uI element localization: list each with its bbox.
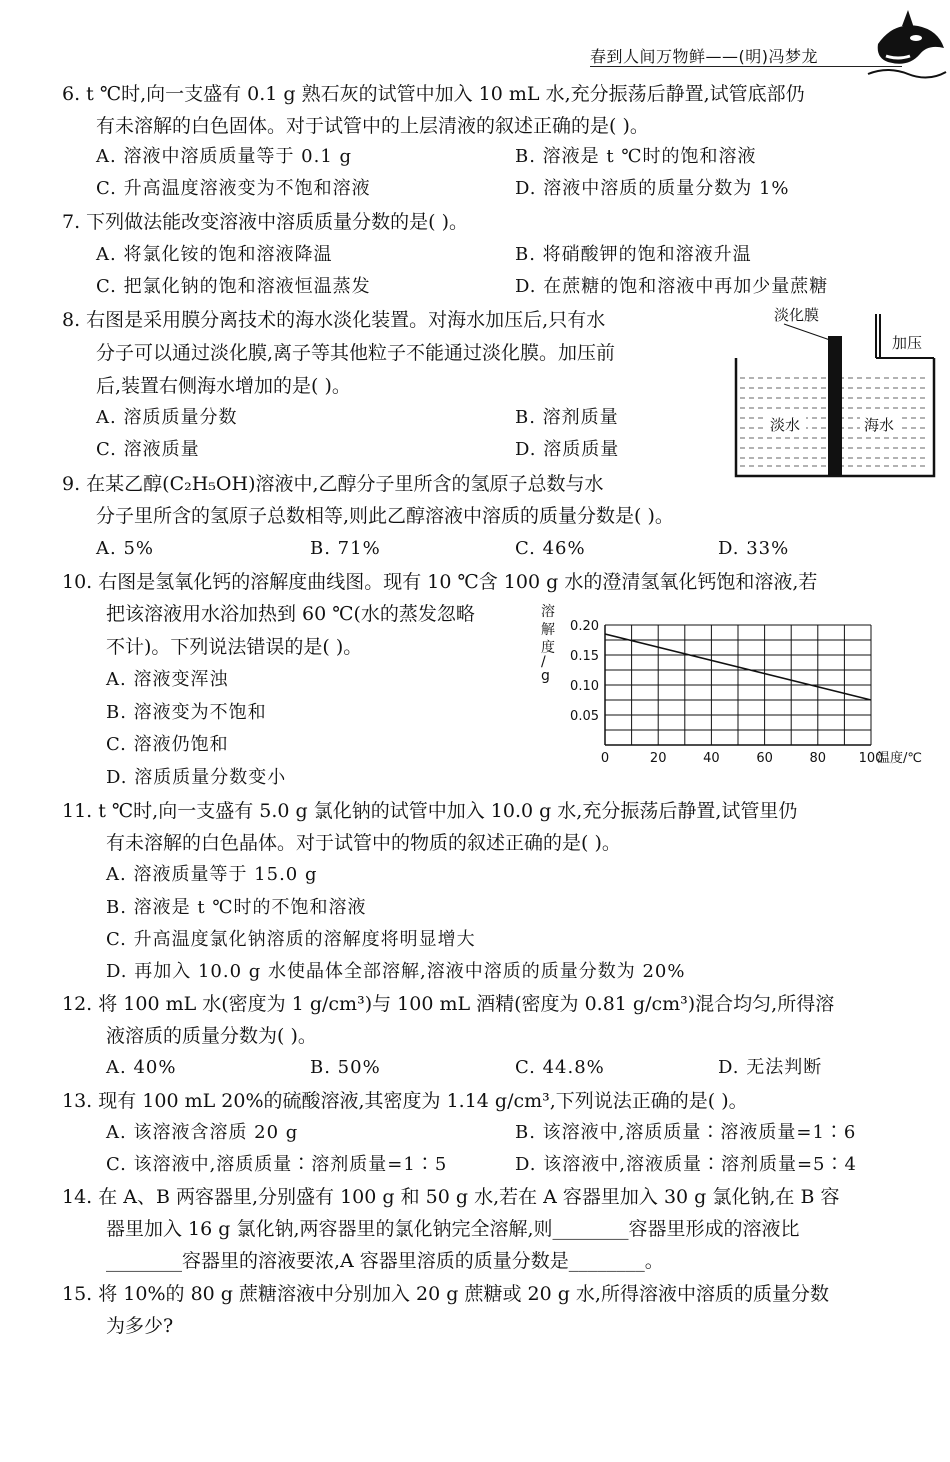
y-axis-label-2: 解: [541, 622, 555, 638]
q7-option-b: B. 将硝酸钾的饱和溶液升温: [515, 244, 752, 265]
q12-option-b: B. 50%: [310, 1057, 381, 1078]
y-tick-label: 0.20: [570, 619, 599, 634]
y-tick-label: 0.05: [570, 709, 599, 724]
x-tick-label: 0: [600, 751, 610, 766]
fresh-water-label: 淡水: [770, 416, 801, 434]
x-tick-label: 60: [756, 751, 773, 766]
q7-option-a: A. 将氯化铵的饱和溶液降温: [96, 244, 333, 265]
q6-option-d: D. 溶液中溶质的质量分数为 1%: [515, 178, 790, 199]
q9-line-1: 9. 在某乙醇(C₂H₅OH)溶液中,乙醇分子里所含的氢原子总数与水: [62, 473, 604, 495]
q11-line-2: 有未溶解的白色晶体。对于试管中的物质的叙述正确的是( )。: [106, 832, 621, 854]
q6-option-c: C. 升高温度溶液变为不饱和溶液: [96, 178, 371, 199]
q8-line-1: 8. 右图是采用膜分离技术的海水淡化装置。对海水加压后,只有水: [62, 309, 606, 331]
q6-line-2: 有未溶解的白色固体。对于试管中的上层清液的叙述正确的是( )。: [96, 115, 649, 137]
q9-option-a: A. 5%: [96, 538, 154, 559]
q8-option-b: B. 溶剂质量: [515, 407, 619, 428]
q7-line-1: 7. 下列做法能改变溶液中溶质质量分数的是( )。: [62, 211, 469, 233]
q7-option-d: D. 在蔗糖的饱和溶液中再加少量蔗糖: [515, 276, 829, 297]
q10-line-3: 不计)。下列说法错误的是( )。: [106, 636, 363, 658]
q12-option-a: A. 40%: [106, 1057, 177, 1078]
y-axis-label-4: /: [541, 654, 546, 670]
q9-option-b: B. 71%: [310, 538, 381, 559]
q8-option-d: D. 溶质质量: [515, 439, 620, 460]
y-axis-label-3: 度: [541, 640, 555, 656]
q11-option-d: D. 再加入 10.0 g 水使晶体全部溶解,溶液中溶质的质量分数为 20%: [106, 961, 686, 982]
q13-option-c: C. 该溶液中,溶质质量∶溶剂质量=1∶5: [106, 1154, 448, 1175]
q12-option-d: D. 无法判断: [718, 1057, 823, 1078]
q8-option-c: C. 溶液质量: [96, 439, 200, 460]
q9-option-c: C. 46%: [515, 538, 586, 559]
q13-option-a: A. 该溶液含溶质 20 g: [106, 1122, 299, 1143]
x-tick-label: 100: [858, 751, 884, 766]
q15-line-1: 15. 将 10%的 80 g 蔗糖溶液中分别加入 20 g 蔗糖或 20 g 水,所得溶液中溶质的质量分数: [62, 1283, 829, 1305]
q11-option-b: B. 溶液是 t ℃时的不饱和溶液: [106, 897, 367, 918]
q10-option-b: B. 溶液变为不饱和: [106, 702, 267, 723]
x-tick-label: 20: [649, 751, 667, 766]
x-axis-label: 温度/℃: [877, 751, 922, 766]
q13-option-d: D. 该溶液中,溶液质量∶溶剂质量=5∶4: [515, 1154, 857, 1175]
q11-line-1: 11. t ℃时,向一支盛有 5.0 g 氯化钠的试管中加入 10.0 g 水,充分振荡后静置,试管里仍: [62, 800, 798, 822]
q14-line-1: 14. 在 A、B 两容器里,分别盛有 100 g 和 50 g 水,若在 A 容器里加入 30 g 氯化钠,在 B 容: [62, 1186, 840, 1208]
header-motto: 春到人间万物鲜——(明)冯梦龙: [590, 47, 818, 66]
q6-option-b: B. 溶液是 t ℃时的饱和溶液: [515, 146, 757, 167]
q8-option-a: A. 溶质质量分数: [96, 407, 238, 428]
q12-line-1: 12. 将 100 mL 水(密度为 1 g/cm³)与 100 mL 酒精(密度为 0.81 g/cm³)混合均匀,所得溶: [62, 993, 835, 1015]
q12-line-2: 液溶质的质量分数为( )。: [106, 1025, 317, 1047]
q15-line-2: 为多少?: [106, 1315, 174, 1337]
q11-option-a: A. 溶液质量等于 15.0 g: [106, 864, 318, 885]
q13-line-1: 13. 现有 100 mL 20%的硫酸溶液,其密度为 1.14 g/cm³,下列说法正确的是( )。: [62, 1090, 748, 1112]
q13-option-b: B. 该溶液中,溶质质量∶溶液质量=1∶6: [515, 1122, 857, 1143]
sea-water-label: 海水: [864, 416, 895, 434]
q8-line-3: 后,装置右侧海水增加的是( )。: [96, 375, 351, 397]
q9-option-d: D. 33%: [718, 538, 790, 559]
desalination-diagram: [728, 300, 940, 490]
membrane-label: 淡化膜: [774, 306, 820, 324]
q9-line-2: 分子里所含的氢原子总数相等,则此乙醇溶液中溶质的质量分数是( )。: [96, 505, 674, 527]
solubility-chart: [535, 600, 940, 779]
q6-line-1: 6. t ℃时,向一支盛有 0.1 g 熟石灰的试管中加入 10 mL 水,充分振荡后静置,试管底部仍: [62, 83, 805, 105]
q10-line-2: 把该溶液用水浴加热到 60 ℃(水的蒸发忽略: [106, 603, 475, 625]
q8-line-2: 分子可以通过淡化膜,离子等其他粒子不能通过淡化膜。加压前: [96, 342, 616, 364]
q6-option-a: A. 溶液中溶质质量等于 0.1 g: [96, 146, 353, 167]
membrane: [828, 336, 842, 476]
q10-option-d: D. 溶质质量分数变小: [106, 767, 287, 788]
y-axis-label-5: g: [541, 668, 550, 684]
q14-line-2: 器里加入 16 g 氯化钠,两容器里的氯化钠完全溶解,则________容器里形成的溶液比: [106, 1218, 800, 1240]
y-tick-label: 0.15: [570, 649, 599, 664]
x-tick-label: 40: [703, 751, 720, 766]
q14-line-3: ________容器里的溶液要浓,A 容器里溶质的质量分数是________。: [106, 1250, 664, 1272]
x-tick-label: 80: [809, 751, 827, 766]
y-axis-label-1: 溶: [541, 604, 555, 620]
pressure-label: 加压: [892, 334, 923, 352]
y-tick-label: 0.10: [570, 679, 599, 694]
q7-option-c: C. 把氯化钠的饱和溶液恒温蒸发: [96, 276, 371, 297]
q12-option-c: C. 44.8%: [515, 1057, 605, 1078]
q10-option-a: A. 溶液变浑浊: [106, 669, 229, 690]
orca-logo: [858, 4, 948, 84]
q10-option-c: C. 溶液仍饱和: [106, 734, 229, 755]
q11-option-c: C. 升高温度氯化钠溶质的溶解度将明显增大: [106, 929, 476, 950]
header-rule: [590, 66, 902, 67]
q10-line-1: 10. 右图是氢氧化钙的溶解度曲线图。现有 10 ℃含 100 g 水的澄清氢氧化钙饱和溶液,若: [62, 571, 818, 593]
